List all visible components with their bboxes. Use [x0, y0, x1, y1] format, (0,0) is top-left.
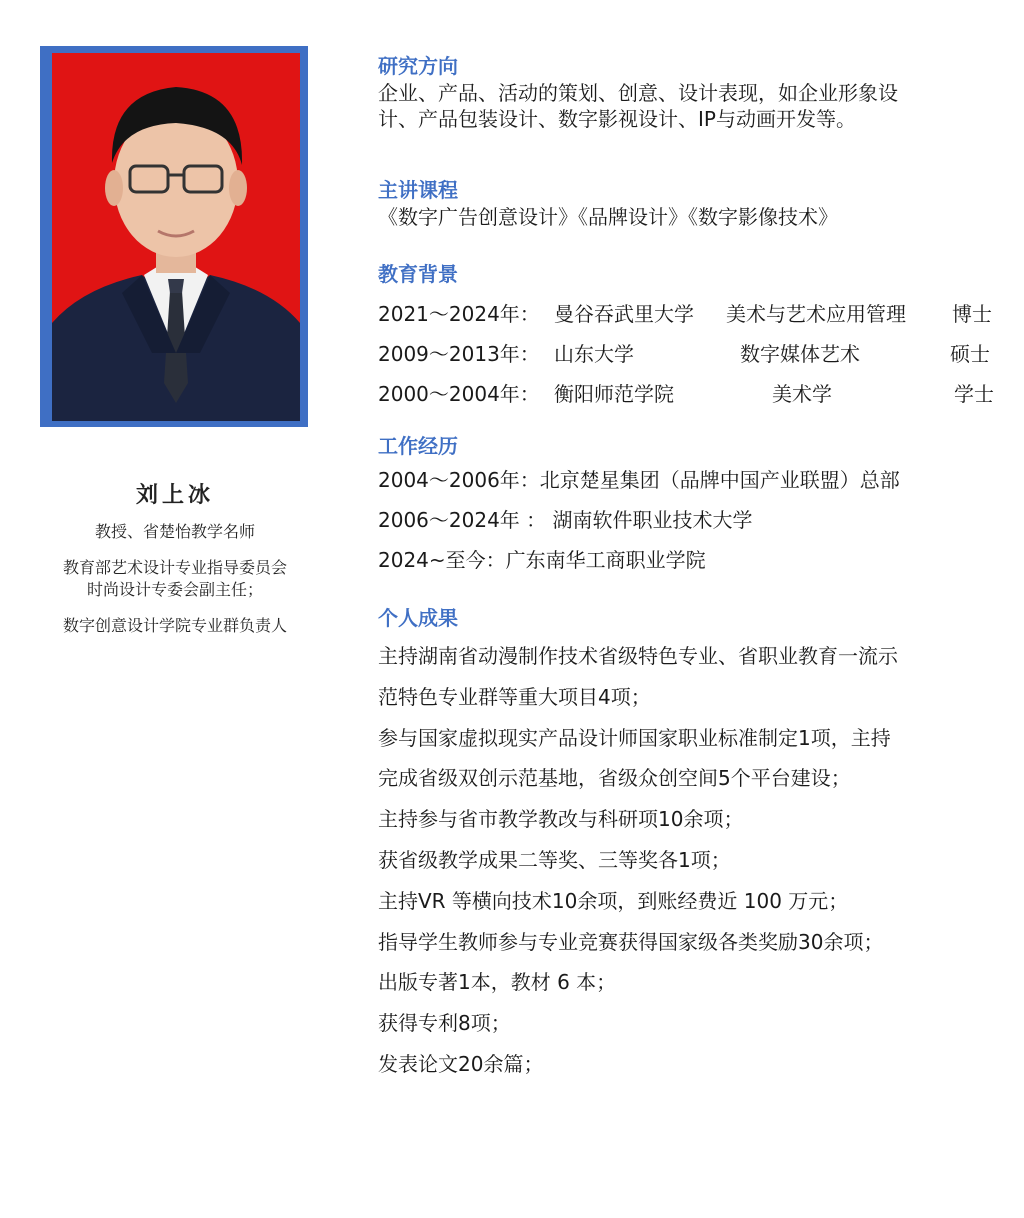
- education-section: [378, 260, 1008, 414]
- education-degree: 学士: [954, 382, 994, 406]
- achievement-line: 获得专利8项；: [378, 1011, 511, 1036]
- work-item: 2024~至今：广东南华工商职业学院: [378, 548, 706, 572]
- role-line-1: 教育部艺术设计专业指导委员会: [62, 558, 287, 577]
- education-degree: 博士: [952, 302, 992, 326]
- achievement-line: 主持参与省市教学教改与科研项10余项；: [378, 807, 744, 832]
- education-degree: 硕士: [950, 342, 990, 366]
- education-major: 数字媒体艺术: [740, 342, 860, 366]
- achievement-line: 参与国家虚拟现实产品设计师国家职业标准制定1项，主持: [378, 725, 891, 750]
- research-line-2: 计、产品包装设计、数字影视设计、IP与动画开发等。: [378, 107, 856, 131]
- education-major: 美术与艺术应用管理: [726, 302, 906, 326]
- achievements-heading: 个人成果: [378, 606, 458, 630]
- achievement-line: 指导学生教师参与专业竞赛获得国家级各类奖励30余项；: [378, 929, 884, 954]
- research-line-1: 企业、产品、活动的策划、创意、设计表现，如企业形象设: [378, 81, 898, 105]
- person-name: 刘上冰: [135, 483, 214, 508]
- profile-summary: [30, 478, 320, 651]
- achievements-section: [378, 604, 1008, 1085]
- achievement-line: 主持VR 等横向技术10余项，到账经费近 100 万元；: [378, 888, 849, 913]
- achievement-line: 出版专著1本，教材 6 本；: [378, 970, 617, 995]
- education-row: [378, 374, 1008, 414]
- work-item: 2006～2024年 ： 湖南软件职业技术大学: [378, 508, 753, 532]
- education-period: 2000～2004年：: [378, 382, 540, 406]
- education-row: [378, 334, 1008, 374]
- education-school: 衡阳师范学院: [554, 382, 674, 406]
- achievement-line: 主持湖南省动漫制作技术省级特色专业、省职业教育一流示: [378, 644, 898, 668]
- education-heading: 教育背景: [378, 262, 458, 286]
- education-major: 美术学: [772, 382, 832, 406]
- portrait-photo: [52, 53, 300, 421]
- person-role-college: 数字创意设计学院专业群负责人: [62, 616, 287, 635]
- education-school: 山东大学: [554, 342, 634, 366]
- person-role-committee: [30, 557, 320, 601]
- education-period: 2009～2013年：: [378, 342, 540, 366]
- work-heading: 工作经历: [378, 434, 458, 458]
- achievement-line: 范特色专业群等重大项目4项；: [378, 684, 651, 709]
- research-heading: 研究方向: [378, 54, 458, 78]
- courses-heading: 主讲课程: [378, 178, 458, 202]
- education-period: 2021～2024年：: [378, 302, 540, 326]
- courses-text: 《数字广告创意设计》《品牌设计》《数字影像技术》: [378, 205, 838, 229]
- resume-details: [378, 52, 1008, 1085]
- portrait-frame: [40, 46, 308, 427]
- achievement-line: 发表论文20余篇；: [378, 1051, 544, 1076]
- courses-section: [378, 176, 1008, 230]
- education-school: 曼谷吞武里大学: [554, 302, 694, 326]
- work-item: 2004～2006年：北京楚星集团（品牌中国产业联盟）总部: [378, 468, 900, 492]
- achievement-line: 获省级教学成果二等奖、三等奖各1项；: [378, 847, 731, 872]
- role-line-2: 时尚设计专委会副主任；: [86, 580, 263, 599]
- work-section: [378, 432, 1008, 580]
- research-section: [378, 52, 1008, 132]
- achievement-line: 完成省级双创示范基地，省级众创空间5个平台建设；: [378, 766, 851, 791]
- person-title: 教授、省楚怡教学名师: [94, 522, 255, 541]
- education-row: [378, 294, 1008, 334]
